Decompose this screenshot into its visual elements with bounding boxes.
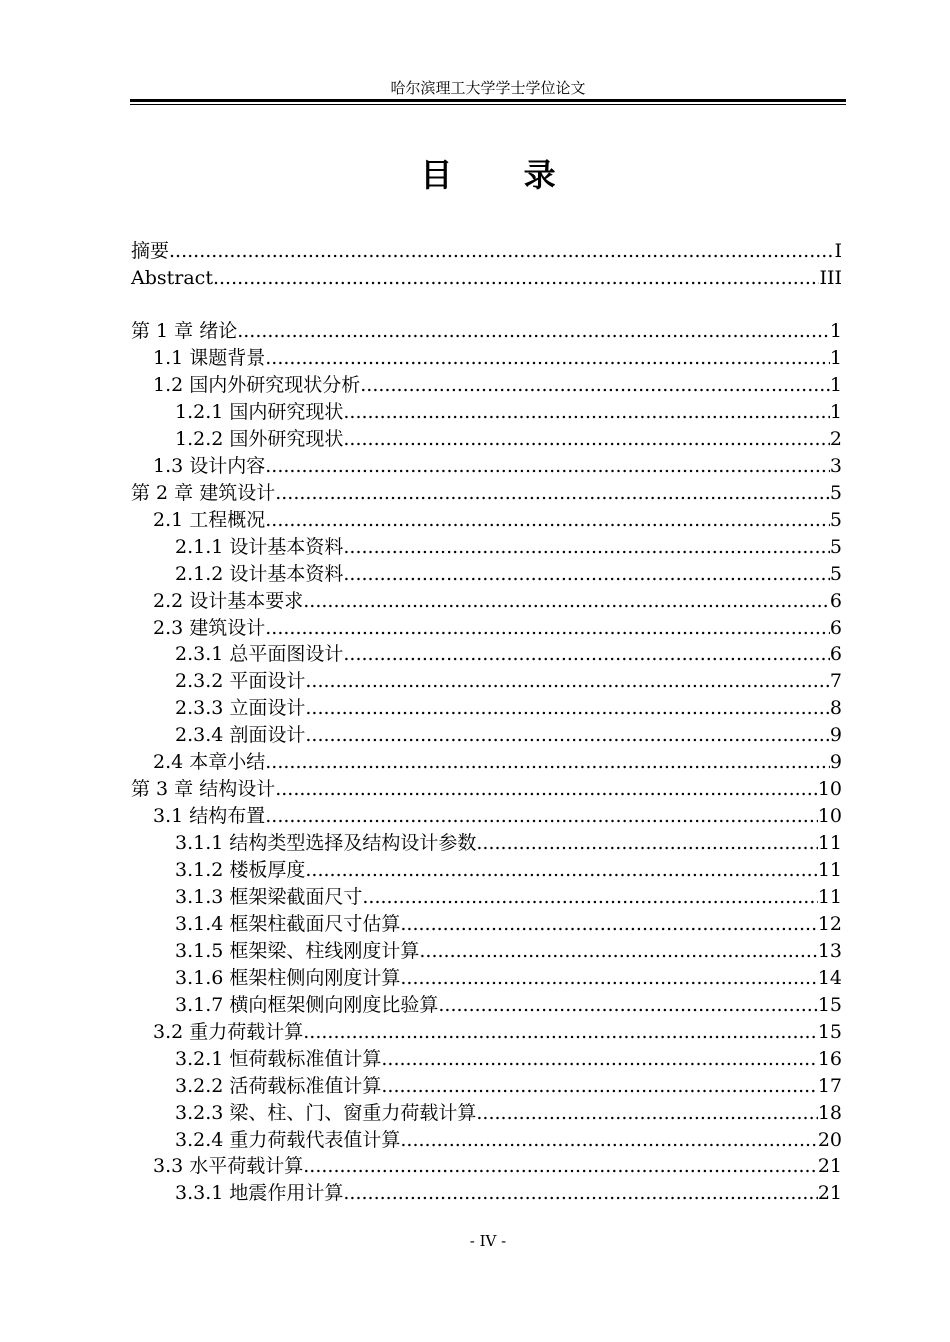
toc-entry-label: 2.1.2 设计基本资料 <box>175 562 344 585</box>
toc-entry-level-3[interactable] <box>131 561 842 588</box>
toc-entry-label: 3.1.4 框架柱截面尺寸估算 <box>175 912 401 935</box>
dot-leader <box>343 534 830 561</box>
toc-entry-label: 1.2.2 国外研究现状 <box>175 427 344 450</box>
toc-entry-page: 10 <box>817 805 842 828</box>
toc-entry-page: 15 <box>817 993 842 1016</box>
toc-entry-label: 3.1.7 横向框架侧向刚度比验算 <box>175 993 439 1016</box>
dot-leader <box>305 857 817 884</box>
dot-leader <box>303 1019 818 1046</box>
toc-entry-level-3[interactable] <box>131 965 842 992</box>
dot-leader <box>213 265 820 292</box>
toc-entry-label: 2.1 工程概况 <box>153 508 266 531</box>
toc-entry-level-3[interactable] <box>131 992 842 1019</box>
toc-entry-page: 5 <box>829 562 842 585</box>
toc-entry-label: 3.2 重力荷载计算 <box>153 1020 304 1043</box>
toc-entry-page: 5 <box>829 508 842 531</box>
toc-entry-label: 3.1.5 框架梁、柱线刚度计算 <box>175 939 420 962</box>
dot-leader <box>400 911 817 938</box>
toc-entry-label: 第 1 章 绪论 <box>131 320 238 342</box>
toc-entry-level-2[interactable] <box>131 453 842 480</box>
dot-leader <box>305 722 830 749</box>
toc-entry-page: 11 <box>817 859 842 881</box>
toc-entry-level-2[interactable] <box>131 749 842 776</box>
toc-entry-page: 8 <box>829 697 842 720</box>
dot-leader <box>303 1153 818 1180</box>
toc-entry-level-1[interactable] <box>131 776 842 803</box>
dot-leader <box>343 426 830 453</box>
toc-entry-page: 6 <box>829 616 842 639</box>
toc-entry-page: III <box>819 267 842 289</box>
toc-entry-level-3[interactable] <box>131 1127 842 1154</box>
toc-entry-label: 3.1.2 楼板厚度 <box>175 859 306 881</box>
toc-entry-level-2[interactable] <box>131 803 842 830</box>
toc-entry-page: 6 <box>829 589 842 612</box>
toc-entry-label: 第 3 章 结构设计 <box>131 778 276 801</box>
toc-entry-page: 1 <box>829 320 842 342</box>
header-rule-thick <box>130 99 846 102</box>
toc-entry-level-3[interactable] <box>131 722 842 749</box>
toc-entry-page: 3 <box>829 454 842 477</box>
toc-entry-page: 9 <box>829 751 842 774</box>
dot-leader <box>360 372 830 399</box>
toc-entry-level-3[interactable] <box>131 938 842 965</box>
toc-entry-page: 12 <box>817 912 842 935</box>
toc-entry-page: 1 <box>829 400 842 423</box>
toc-entry-level-3[interactable] <box>131 830 842 857</box>
toc-entry-page: I <box>834 240 842 262</box>
toc-entry-page: 11 <box>817 885 842 908</box>
toc-entry-label: 2.3.3 立面设计 <box>175 697 306 720</box>
toc-entry-level-3[interactable] <box>131 1046 842 1073</box>
toc-entry-abstract-cn[interactable] <box>131 238 842 265</box>
toc-entry-label: 2.1.1 设计基本资料 <box>175 535 344 558</box>
toc-entry-level-3[interactable] <box>131 399 842 426</box>
toc-entry-page: 16 <box>817 1047 842 1070</box>
dot-leader <box>265 507 830 534</box>
toc-entry-label: 1.1 课题背景 <box>153 346 266 369</box>
toc-entry-label: 3.2.3 梁、柱、门、窗重力荷载计算 <box>175 1101 477 1124</box>
toc-entry-label: 3.1.1 结构类型选择及结构设计参数 <box>175 832 477 854</box>
toc-entry-page: 1 <box>829 373 842 396</box>
dot-leader <box>381 1046 817 1073</box>
header-rule-thin <box>130 104 846 105</box>
dot-leader <box>305 668 830 695</box>
toc-entry-page: 15 <box>817 1020 842 1043</box>
toc-entry-page: 11 <box>817 832 842 854</box>
toc-entry-page: 5 <box>829 481 842 504</box>
dot-leader <box>343 561 830 588</box>
toc-entry-level-2[interactable] <box>131 345 842 372</box>
toc-entry-abstract-en[interactable] <box>131 265 842 292</box>
dot-leader <box>265 749 830 776</box>
toc-entry-label: 1.2 国内外研究现状分析 <box>153 373 361 396</box>
toc-entry-page: 21 <box>817 1155 842 1178</box>
toc-title: 目 录 <box>420 156 586 194</box>
toc-entry-label: 3.3.1 地震作用计算 <box>175 1182 344 1205</box>
toc-entry-level-3[interactable] <box>131 1100 842 1127</box>
toc-entry-level-3[interactable] <box>131 695 842 722</box>
running-header: 哈尔滨理工大学学士学位论文 <box>390 79 586 97</box>
toc-entry-label: 3.3 水平荷载计算 <box>153 1155 304 1178</box>
dot-leader <box>265 615 830 642</box>
toc-entry-level-2[interactable] <box>131 588 842 615</box>
dot-leader <box>419 938 817 965</box>
toc-entry-label: 2.3.4 剖面设计 <box>175 724 306 747</box>
toc-entry-page: 7 <box>829 670 842 693</box>
dot-leader <box>169 238 834 265</box>
dot-leader <box>303 588 830 615</box>
dot-leader <box>476 830 817 857</box>
toc-entry-label: 2.3.1 总平面图设计 <box>175 643 344 666</box>
toc-entry-page: 13 <box>817 939 842 962</box>
dot-leader <box>400 1127 817 1154</box>
dot-leader <box>381 1073 817 1100</box>
dot-leader <box>265 803 818 830</box>
toc-entry-label: 3.2.4 重力荷载代表值计算 <box>175 1128 401 1151</box>
page-number-footer: - IV - <box>469 1232 507 1250</box>
dot-leader <box>343 1180 817 1207</box>
toc-entry-page: 2 <box>829 427 842 450</box>
toc-entry-label: 3.2.2 活荷载标准值计算 <box>175 1074 382 1097</box>
toc-entry-page: 1 <box>829 346 842 369</box>
toc-entry-label: 3.1.3 框架梁截面尺寸 <box>175 885 363 908</box>
toc-entry-level-3[interactable] <box>131 911 842 938</box>
toc-entry-level-1[interactable] <box>131 480 842 507</box>
toc-entry-label: 2.4 本章小结 <box>153 751 266 774</box>
toc-entry-page: 10 <box>817 778 842 801</box>
toc-entry-label: 3.2.1 恒荷载标准值计算 <box>175 1047 382 1070</box>
dot-leader <box>275 480 830 507</box>
dot-leader <box>438 992 817 1019</box>
dot-leader <box>305 695 830 722</box>
dot-leader <box>265 345 830 372</box>
toc-entry-level-3[interactable] <box>131 426 842 453</box>
dot-leader <box>362 884 817 911</box>
toc-entry-level-3[interactable] <box>131 884 842 911</box>
toc-entry-level-2[interactable] <box>131 615 842 642</box>
toc-entry-level-3[interactable] <box>131 668 842 695</box>
toc-entry-page: 17 <box>817 1074 842 1097</box>
toc-entry-level-2[interactable] <box>131 1019 842 1046</box>
dot-leader <box>343 641 830 668</box>
dot-leader <box>237 318 830 345</box>
toc-entry-page: 6 <box>829 643 842 666</box>
toc-entry-page: 14 <box>817 966 842 989</box>
toc-entry-level-2[interactable] <box>131 1153 842 1180</box>
dot-leader <box>400 965 817 992</box>
toc-entry-label: 2.3 建筑设计 <box>153 616 266 639</box>
toc-entry-label: 3.1 结构布置 <box>153 805 266 828</box>
toc-entry-level-3[interactable] <box>131 534 842 561</box>
toc-entry-page: 21 <box>817 1182 842 1205</box>
toc-entry-label: 3.1.6 框架柱侧向刚度计算 <box>175 966 401 989</box>
toc-entry-label: 第 2 章 建筑设计 <box>131 481 276 504</box>
toc-entry-page: 5 <box>829 535 842 558</box>
toc-entry-page: 9 <box>829 724 842 747</box>
toc-entry-level-3[interactable] <box>131 857 842 884</box>
toc-entry-level-2[interactable] <box>131 372 842 399</box>
toc-entry-page: 20 <box>817 1128 842 1151</box>
toc-entry-label: 2.2 设计基本要求 <box>153 589 304 612</box>
toc-entry-page: 18 <box>817 1101 842 1124</box>
dot-leader <box>343 399 830 426</box>
toc-entry-label: 2.3.2 平面设计 <box>175 670 306 693</box>
toc-entry-level-3[interactable] <box>131 1180 842 1207</box>
toc-entry-label: Abstract <box>131 267 213 289</box>
toc-entry-label: 摘要 <box>131 240 170 262</box>
dot-leader <box>275 776 818 803</box>
toc-entry-label: 1.3 设计内容 <box>153 454 266 477</box>
toc-entry-level-2[interactable] <box>131 507 842 534</box>
toc-entry-level-3[interactable] <box>131 641 842 668</box>
toc-entry-level-1[interactable] <box>131 318 842 345</box>
dot-leader <box>476 1100 817 1127</box>
toc-entry-level-3[interactable] <box>131 1073 842 1100</box>
toc-entry-label: 1.2.1 国内研究现状 <box>175 400 344 423</box>
dot-leader <box>265 453 830 480</box>
